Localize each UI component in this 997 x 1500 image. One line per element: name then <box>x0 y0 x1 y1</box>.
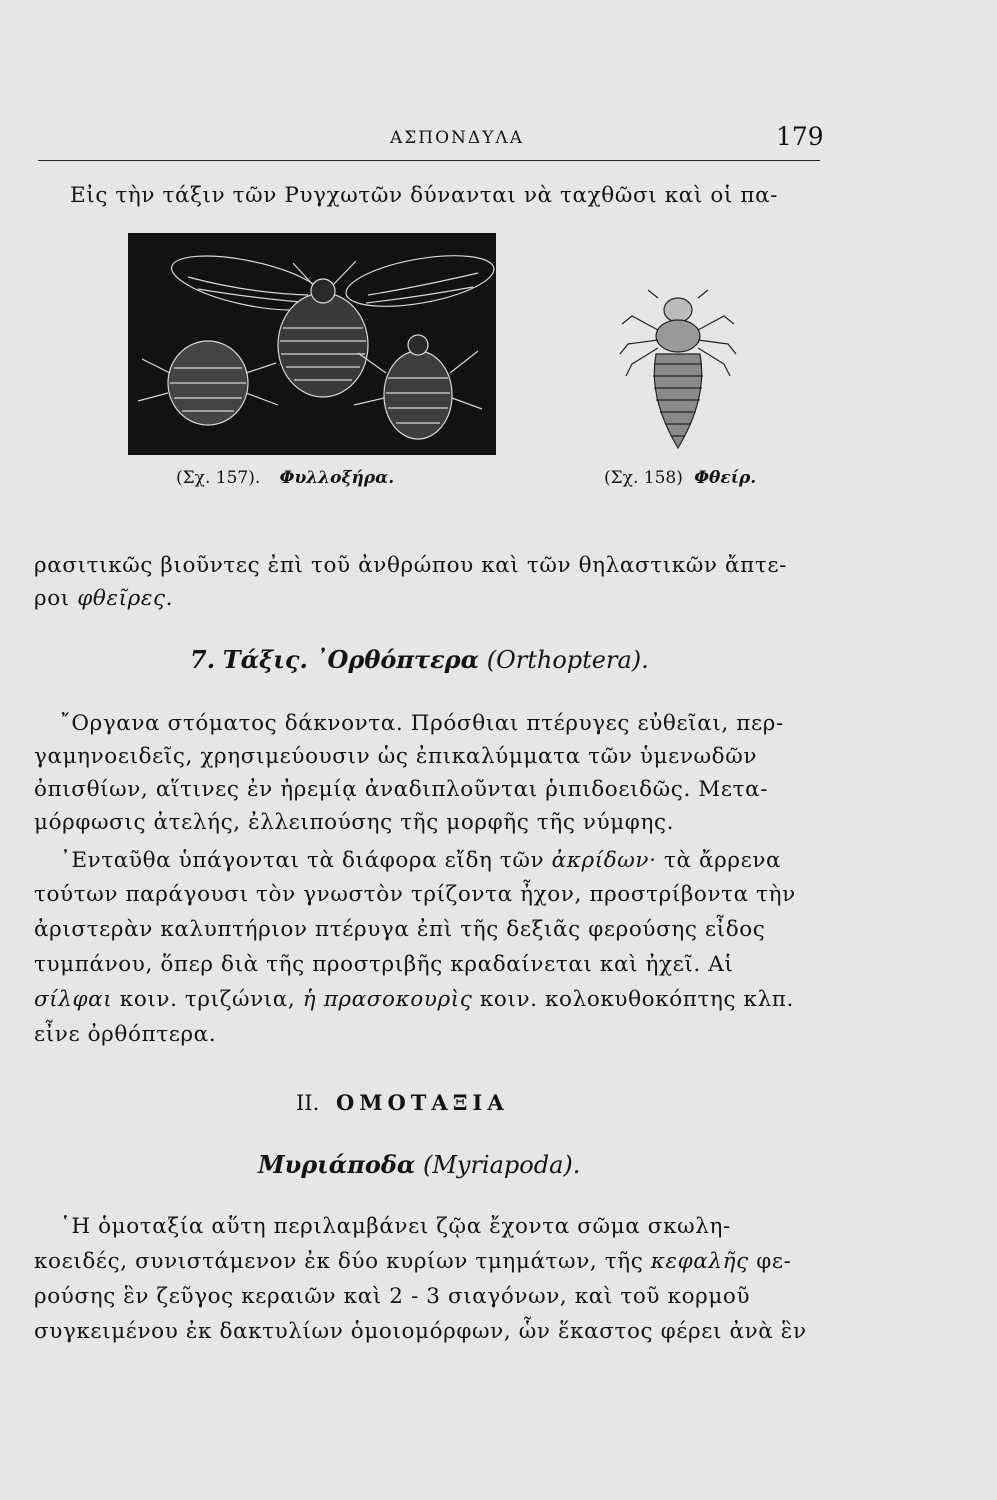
myriapoda-line-3: ρούσης ἓν ζεῦγος κεραιῶν καὶ 2 - 3 σιαγόνων, καὶ τοῦ κορμοῦ <box>34 1284 751 1309</box>
akrides-line-5 <box>34 987 824 1012</box>
class-2-subheading <box>258 1150 580 1179</box>
akrides-line-5-italic-2: ἡ πρασοκουρὶς <box>302 987 473 1012</box>
akrides-line-3: ἀριστερὰν καλυπτήριον πτέρυγα ἐπὶ τῆς δεξιᾶς φερούσης εἶδος <box>34 917 766 942</box>
running-head: ΑΣΠΟΝΔΥΛΑ <box>390 128 524 148</box>
akrides-line-1-italic: ἀκρίδων· <box>551 848 657 873</box>
akrides-line-5-a: κοιν. τριζώνια, <box>119 987 296 1012</box>
phylloxera-illustration <box>128 233 496 455</box>
parasites-line-2-italic: φθεῖρες. <box>77 586 174 611</box>
caption-fig158-name: Φθείρ. <box>694 468 757 488</box>
myriapoda-line-4: συγκειμένου ἐκ δακτυλίων ὁμοιομόρφων, ὧν ἕκαστος φέρει ἀνὰ ἓν <box>34 1319 807 1344</box>
figure-phylloxera <box>128 233 496 455</box>
parasites-line-1: ρασιτικῶς βιοῦντες ἐπὶ τοῦ ἀνθρώπου καὶ τῶν θηλαστικῶν ἄπτε- <box>34 553 787 578</box>
myriapoda-line-2-a: κοειδές, συνιστάμενον ἐκ δύο κυρίων τμημάτων, τῆς <box>34 1249 644 1274</box>
section-7-number: 7. <box>190 645 216 674</box>
section-7-greek: ᾽Ορθόπτερα <box>315 645 480 674</box>
class-2-latin: (Myriapoda). <box>422 1151 581 1179</box>
louse-illustration <box>618 288 738 453</box>
caption-fig157 <box>176 468 394 488</box>
orthoptera-line-3: ὀπισθίων, αἵτινες ἐν ἠρεμίᾳ ἀναδιπλοῦνται ῥιπιδοειδῶς. Μετα- <box>34 777 769 802</box>
intro-line: Εἰς τὴν τάξιν τῶν Ρυγχωτῶν δύνανται νὰ ταχθῶσι καὶ οἱ πα- <box>70 183 779 208</box>
caption-fig158-number: (Σχ. 158) <box>604 468 683 488</box>
class-2-heading <box>296 1090 509 1115</box>
orthoptera-line-2: γαμηνοειδεῖς, χρησιμεύουσιν ὡς ἐπικαλύμματα τῶν ὑμενωδῶν <box>34 744 758 769</box>
akrides-line-1-b: τὰ ἄρρενα <box>663 848 782 873</box>
myriapoda-line-1: ῾Η ὁμοταξία αὕτη περιλαμβάνει ζῷα ἔχοντα σῶμα σκωλη- <box>60 1214 731 1239</box>
akrides-line-5-b: κοιν. κολοκυθοκόπτης κλπ. <box>479 987 794 1012</box>
parasites-line-2-plain: ροι <box>34 586 70 611</box>
class-2-numeral: II. <box>296 1091 320 1115</box>
parasites-line-2 <box>34 586 824 611</box>
class-2-title: ΟΜΟΤΑΞΙΑ <box>335 1090 509 1115</box>
section-7-label: Τάξις. <box>222 645 308 674</box>
orthoptera-line-1: ῎Οργανα στόματος δάκνοντα. Πρόσθιαι πτέρυγες εὐθεῖαι, περ- <box>60 711 784 736</box>
akrides-line-1-a: ᾽Ενταῦθα ὑπάγονται τὰ διάφορα εἴδη τῶν <box>60 848 545 873</box>
page-number: 179 <box>776 122 824 151</box>
caption-fig157-number: (Σχ. 157). <box>176 468 261 488</box>
header-rule <box>38 160 820 161</box>
section-7-latin: (Orthoptera). <box>486 646 649 674</box>
akrides-line-1 <box>60 848 824 873</box>
myriapoda-line-2-b: φε- <box>756 1249 792 1274</box>
akrides-line-6: εἶνε ὀρθόπτερα. <box>34 1022 217 1047</box>
section-7-heading <box>190 645 649 674</box>
orthoptera-line-4: μόρφωσις ἀτελής, ἐλλειπούσης τῆς μορφῆς τῆς νύμφης. <box>34 810 675 835</box>
akrides-line-4: τυμπάνου, ὅπερ διὰ τῆς προστριβῆς κραδαίνεται καὶ ἠχεῖ. Αἱ <box>34 952 734 977</box>
myriapoda-line-2 <box>34 1249 824 1274</box>
class-2-greek: Μυριάποδα <box>258 1150 416 1179</box>
figure-louse <box>618 288 738 453</box>
caption-fig157-name: Φυλλοξήρα. <box>279 468 395 488</box>
akrides-line-2: τούτων παράγουσι τὸν γνωστὸν τρίζοντα ἦχον, προστρίβοντα τὴν <box>34 882 796 907</box>
myriapoda-line-2-italic: κεφαλῆς <box>650 1249 749 1274</box>
caption-fig158 <box>604 468 756 488</box>
akrides-line-5-italic-1: σίλφαι <box>34 987 113 1012</box>
